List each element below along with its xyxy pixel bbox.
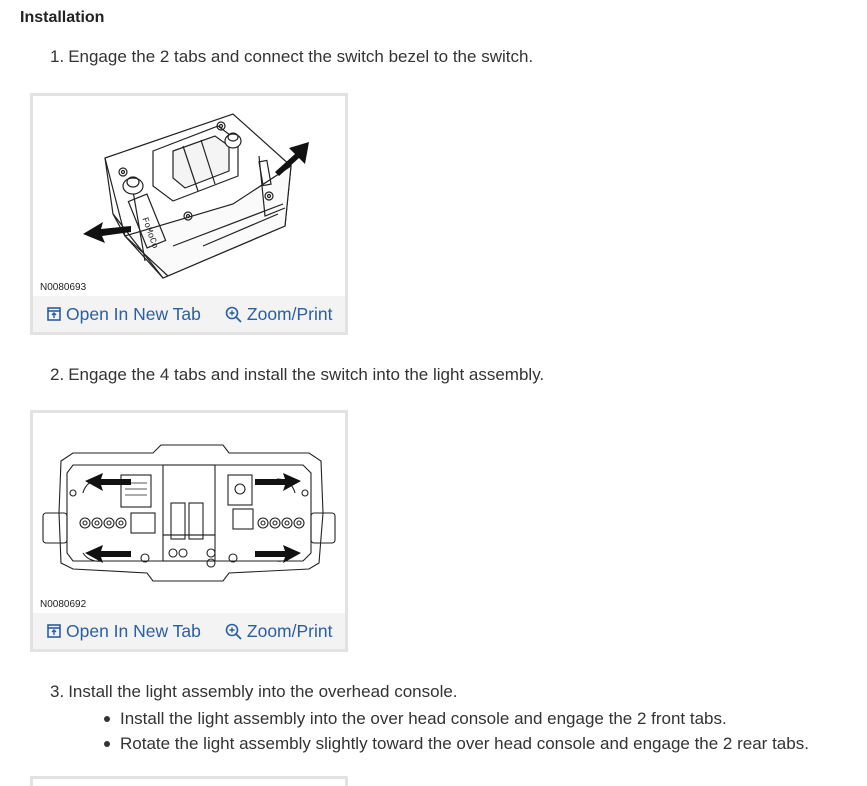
figure-action-bar bbox=[33, 296, 345, 332]
step-3 bbox=[50, 682, 458, 702]
figure-switch-bezel bbox=[30, 93, 348, 335]
open-in-new-tab-button[interactable] bbox=[47, 621, 201, 642]
open-new-tab-icon bbox=[47, 307, 61, 321]
open-new-tab-icon bbox=[47, 624, 61, 638]
figure-partial bbox=[30, 776, 348, 786]
list-item: Rotate the light assembly slightly toward the over head console and engage the 2 rear tabs. bbox=[100, 731, 809, 756]
switch-bezel-illustration bbox=[33, 96, 345, 296]
list-item: Install the light assembly into the over head console and engage the 2 front tabs. bbox=[100, 706, 809, 731]
step-1 bbox=[50, 47, 533, 67]
step-2 bbox=[50, 365, 544, 385]
step-text: Engage the 4 tabs and install the switch into the light assembly. bbox=[68, 365, 545, 384]
figure-light-assembly bbox=[30, 410, 348, 652]
step-text: Engage the 2 tabs and connect the switch bezel to the switch. bbox=[68, 47, 534, 66]
figure-id: N0080693 bbox=[40, 282, 87, 293]
step-number: 2. bbox=[50, 365, 65, 384]
fomoco-label: FoMoCo bbox=[139, 216, 160, 250]
zoom-print-button[interactable] bbox=[225, 304, 333, 325]
figure-action-bar bbox=[33, 613, 345, 649]
zoom-print-button[interactable] bbox=[225, 621, 333, 642]
step-number: 1. bbox=[50, 47, 65, 66]
figure-id: N0080692 bbox=[40, 599, 87, 610]
step-text: Install the light assembly into the overhead console. bbox=[68, 682, 458, 701]
zoom-icon bbox=[225, 306, 242, 323]
substep-list bbox=[100, 706, 809, 756]
open-in-new-tab-label: Open In New Tab bbox=[66, 620, 201, 641]
zoom-print-label: Zoom/Print bbox=[246, 303, 333, 324]
open-in-new-tab-label: Open In New Tab bbox=[66, 303, 201, 324]
open-in-new-tab-button[interactable] bbox=[47, 304, 201, 325]
light-assembly-illustration bbox=[33, 413, 345, 613]
section-heading: Installation bbox=[20, 9, 105, 26]
step-number: 3. bbox=[50, 682, 65, 701]
zoom-print-label: Zoom/Print bbox=[246, 620, 333, 641]
zoom-icon bbox=[225, 623, 242, 640]
